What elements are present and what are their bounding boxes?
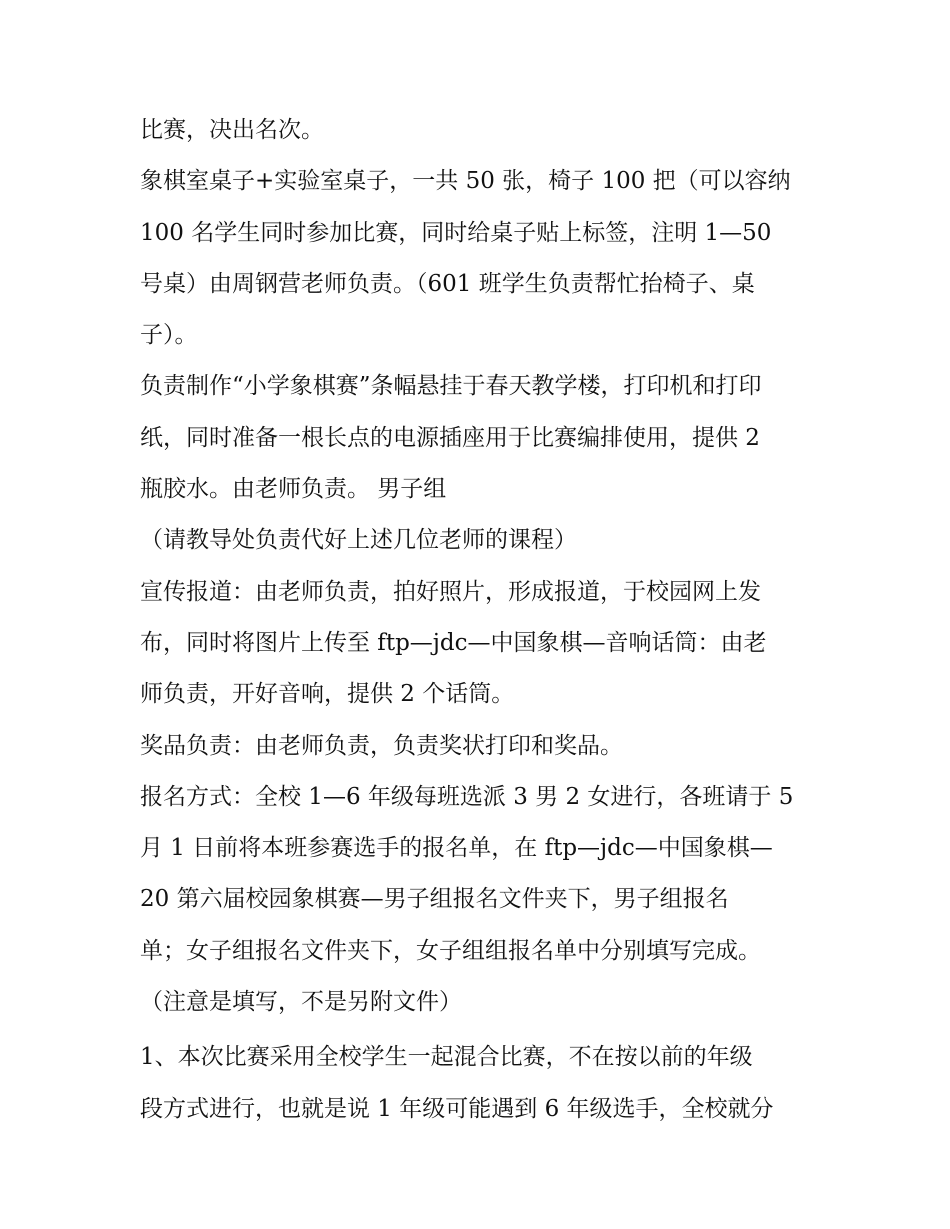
text-line: 瓶胶水。由老师负责。 男子组	[140, 476, 447, 503]
text-line: （注意是填写，不是另附文件）	[140, 989, 462, 1016]
text-line: 比赛，决出名次。	[140, 117, 324, 143]
text-line: 师负责，开好音响，提供 2 个话筒。	[140, 681, 515, 708]
text-line: 奖品负责：由老师负责，负责奖状打印和奖品。	[140, 732, 623, 759]
text-line: 布，同时将图片上传至 ftp—jdc—中国象棋—音响话筒：由老	[140, 629, 767, 656]
text-line: 月 1 日前将本班参赛选手的报名单，在 ftp—jdc—中国象棋—	[140, 835, 773, 862]
text-line: 负责制作“小学象棋赛”条幅悬挂于春天教学楼，打印机和打印	[140, 373, 762, 400]
text-line: 纸，同时准备一根长点的电源插座用于比赛编排使用，提供 2	[140, 424, 760, 451]
text-line: 号桌）由周钢营老师负责。（601 班学生负责帮忙抬椅子、桌	[140, 270, 755, 297]
text-line: 20 第六届校园象棋赛—男子组报名文件夹下，男子组报名	[140, 886, 729, 913]
text-line: 象棋室桌子+实验室桌子，一共 50 张，椅子 100 把（可以容纳	[140, 168, 791, 195]
document-body	[140, 105, 820, 1135]
text-line: 段方式进行，也就是说 1 年级可能遇到 6 年级选手，全校就分	[140, 1095, 774, 1122]
text-line: 单；女子组报名文件夹下，女子组组报名单中分别填写完成。	[140, 937, 761, 964]
text-line: 1、本次比赛采用全校学生一起混合比赛，不在按以前的年级	[140, 1044, 753, 1071]
text-line: （请教导处负责代好上述几位老师的课程）	[140, 527, 577, 554]
text-line: 子）。	[140, 322, 198, 349]
text-line: 报名方式：全校 1—6 年级每班选派 3 男 2 女进行，各班请于 5	[140, 783, 794, 810]
text-line: 宣传报道：由老师负责，拍好照片，形成报道，于校园网上发	[140, 578, 761, 605]
text-line: 100 名学生同时参加比赛，同时给桌子贴上标签，注明 1—50	[140, 219, 772, 246]
